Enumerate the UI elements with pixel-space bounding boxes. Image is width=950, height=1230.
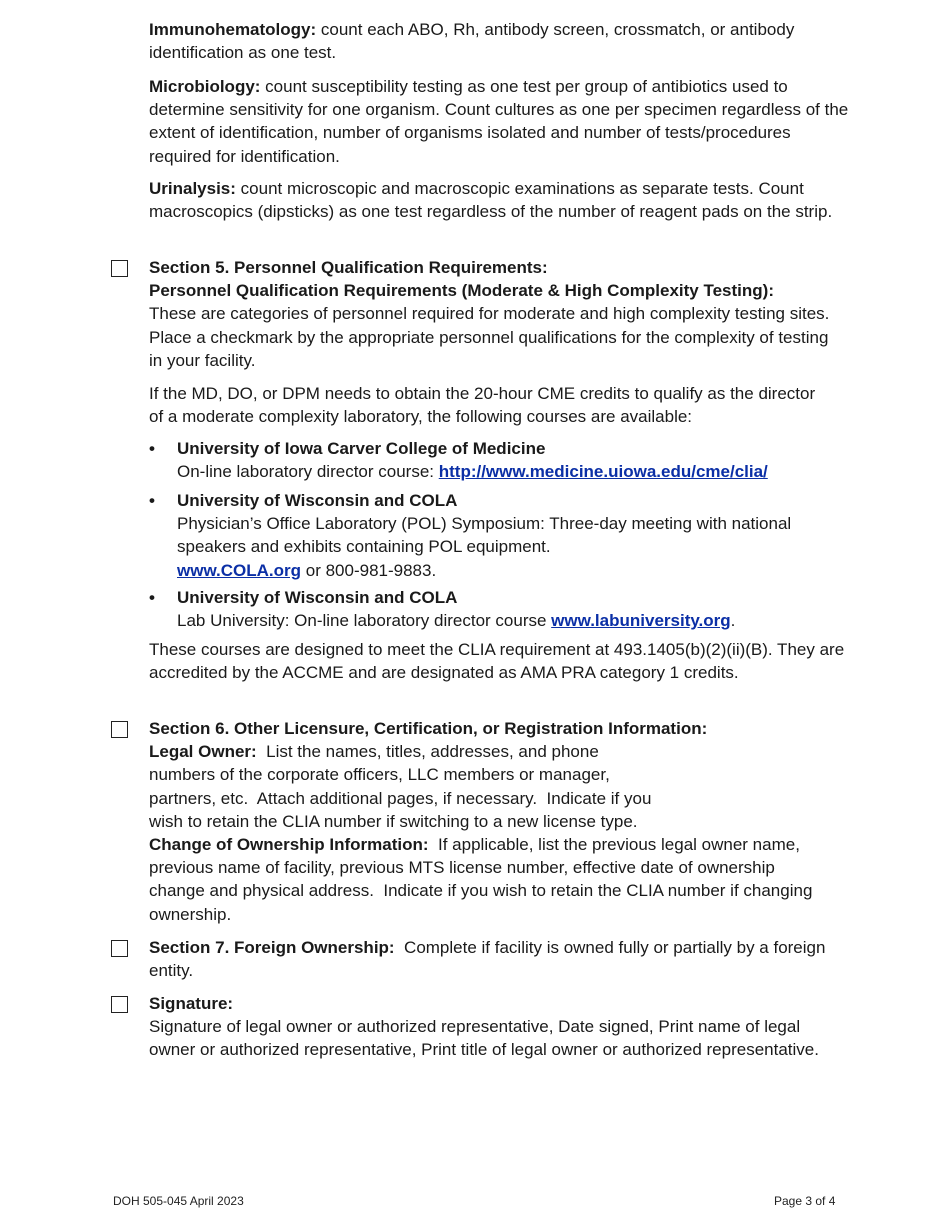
section5-checkbox[interactable] bbox=[111, 260, 128, 277]
section6-checkbox[interactable] bbox=[111, 721, 128, 738]
bullet-icon: • bbox=[149, 588, 155, 607]
legal-owner-text: partners, etc. Attach additional pages, if necessary. Indicate if you bbox=[149, 788, 652, 808]
section7-paragraph bbox=[149, 936, 844, 982]
cme-intro: If the MD, DO, or DPM needs to obtain the 20-hour CME credits to qualify as the director of a moderate complexity laboratory, the following courses are available: bbox=[149, 384, 816, 427]
course-desc: Lab University: On-line laboratory director course bbox=[177, 611, 552, 631]
course-name: University of Wisconsin and COLA bbox=[177, 491, 458, 510]
course-punct: . bbox=[730, 611, 736, 631]
signature-checkbox[interactable] bbox=[111, 996, 128, 1013]
courses-closing: These courses are designed to meet the CLIA requirement at 493.1405(b)(2)(ii)(B). They are accredited by the ACCME and are designated as AMA PRA category 1 credits. bbox=[149, 640, 845, 683]
microbiology-text: count susceptibility testing as one test per group of antibiotics used to determine sensitivity for one organism. Count cultures as one per specimen regardless of the extent of identification, number of organisms isolated and number of tests/procedures required for identification. bbox=[149, 77, 849, 166]
change-ownership-text: If applicable, list the previous legal owner name, previous name of facility, previous MTS license number, effective date of ownership change and physical address. Indicate if you wish to retain the CLIA number if changing ownership. bbox=[149, 835, 818, 924]
page-number: Page 3 of 4 bbox=[774, 1194, 836, 1208]
section5-subtitle: Personnel Qualification Requirements (Moderate & High Complexity Testing): bbox=[149, 281, 774, 301]
course-item bbox=[177, 586, 857, 632]
form-id: DOH 505-045 April 2023 bbox=[113, 1194, 244, 1208]
section7-title: Section 7. Foreign Ownership: bbox=[149, 938, 395, 957]
section5-body: These are categories of personnel required for moderate and high complexity testing sites. Place a checkmark by the appropriate personnel qualifications for the complexity of testing in your facility. bbox=[149, 304, 830, 370]
course-link[interactable]: http://www.medicine.uiowa.edu/cme/clia/ bbox=[438, 462, 768, 482]
legal-owner-text: wish to retain the CLIA number if switching to a new license type. bbox=[149, 811, 638, 831]
course-link[interactable]: www.COLA.org bbox=[177, 560, 302, 580]
microbiology-paragraph bbox=[149, 75, 849, 168]
legal-owner-text: List the names, titles, addresses, and phone bbox=[256, 742, 599, 762]
section7-text: Complete if facility is owned fully or partially by a foreign entity. bbox=[149, 938, 831, 981]
course-link[interactable]: www.labuniversity.org bbox=[551, 611, 731, 631]
immunohematology-text: count each ABO, Rh, antibody screen, crossmatch, or antibody identification as one test. bbox=[149, 20, 795, 63]
bullet-icon: • bbox=[149, 439, 155, 458]
signature-text: Signature of legal owner or authorized representative, Date signed, Print name of legal owner or authorized representative, Print title of legal owner or authorized representative. bbox=[149, 1017, 819, 1060]
section5-block bbox=[149, 256, 859, 372]
urinalysis-paragraph bbox=[149, 177, 849, 223]
section5-title: Section 5. Personnel Qualification Requirements: bbox=[149, 258, 548, 277]
immunohematology-label: Immunohematology: bbox=[149, 20, 317, 39]
microbiology-label: Microbiology: bbox=[149, 77, 261, 96]
legal-owner-text: numbers of the corporate officers, LLC members or manager, bbox=[149, 765, 610, 785]
change-ownership-label: Change of Ownership Information: bbox=[149, 835, 429, 855]
urinalysis-text: count microscopic and macroscopic examinations as separate tests. Count macroscopics (dipsticks) as one test regardless of the number of reagent pads on the strip. bbox=[149, 179, 833, 222]
signature-title: Signature: bbox=[149, 994, 234, 1013]
course-desc: Physician’s Office Laboratory (POL) Symposium: Three-day meeting with national speakers and exhibits containing POL equipment. bbox=[177, 514, 792, 557]
immunohematology-paragraph bbox=[149, 18, 849, 64]
section6-title: Section 6. Other Licensure, Certification, or Registration Information: bbox=[149, 719, 708, 738]
legal-owner-label: Legal Owner: bbox=[149, 742, 257, 762]
course-phone: or 800-981-9883. bbox=[301, 560, 437, 580]
course-item bbox=[177, 437, 857, 483]
urinalysis-label: Urinalysis: bbox=[149, 179, 236, 198]
course-name: University of Iowa Carver College of Medicine bbox=[177, 439, 546, 458]
course-desc: On-line laboratory director course: bbox=[177, 462, 439, 482]
signature-block bbox=[149, 992, 829, 1062]
section6-block bbox=[149, 717, 849, 926]
course-name: University of Wisconsin and COLA bbox=[177, 588, 458, 607]
course-item bbox=[177, 489, 792, 582]
section7-checkbox[interactable] bbox=[111, 940, 128, 957]
bullet-icon: • bbox=[149, 491, 155, 510]
